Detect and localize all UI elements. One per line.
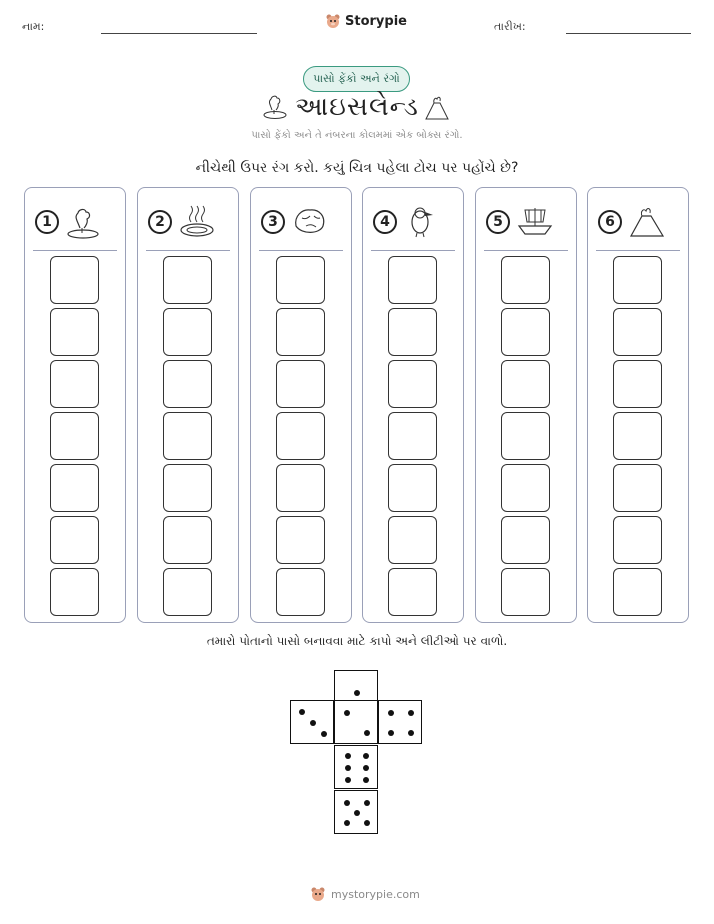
column-divider [146,250,230,251]
color-box[interactable] [501,256,550,304]
dice-face-6[interactable] [334,745,378,789]
column-header [486,204,554,240]
viking-ship-icon [516,204,554,240]
dice-pip [299,709,305,715]
column-header [598,204,666,240]
dice-pip [388,710,394,716]
volcano-icon [628,204,666,240]
dice-pip [344,800,350,806]
dice-pip [388,730,394,736]
dice-pip [354,690,360,696]
dice-pip [364,820,370,826]
date-line[interactable] [566,33,691,34]
column-header [148,204,216,240]
column-number: 1 [35,210,59,234]
footer [310,886,420,902]
question: નીચેથી ઉપર રંગ કરો. કયું ચિત્ર પહેલા ટોચ પર પહોંચે છે? [195,160,519,176]
color-box[interactable] [388,516,437,564]
dice-pip [363,765,369,771]
dice-pip [408,730,414,736]
color-box[interactable] [613,360,662,408]
color-box[interactable] [501,464,550,512]
color-box[interactable] [276,256,325,304]
column-divider [371,250,455,251]
subtitle: પાસો ફેંકો અને તે નંબરના કોલમમાં એક બોક્સ રંગો. [251,130,463,141]
color-box[interactable] [501,412,550,460]
color-box[interactable] [613,516,662,564]
color-box[interactable] [501,360,550,408]
color-box[interactable] [50,308,99,356]
color-box[interactable] [501,568,550,616]
color-box[interactable] [50,568,99,616]
lava-rock-icon [291,204,329,240]
page-title: આઇસલેન્ડ [295,92,419,122]
name-line[interactable] [101,33,257,34]
footer-url[interactable]: mystorypie.com [331,887,420,901]
name-label: નામ: [22,20,45,33]
column-number: 6 [598,210,622,234]
column-divider [259,250,343,251]
dice-pip [321,731,327,737]
column-6 [587,187,689,623]
color-box[interactable] [388,360,437,408]
dice-pip [345,765,351,771]
color-box[interactable] [501,516,550,564]
color-box[interactable] [276,308,325,356]
color-box[interactable] [163,360,212,408]
color-box[interactable] [50,360,99,408]
color-box[interactable] [613,308,662,356]
color-box[interactable] [276,412,325,460]
color-box[interactable] [163,256,212,304]
bear-icon [310,886,326,902]
dice-pip [364,800,370,806]
column-header [373,204,441,240]
color-box[interactable] [501,308,550,356]
color-box[interactable] [388,464,437,512]
color-box[interactable] [388,256,437,304]
color-box[interactable] [276,516,325,564]
dice-pip [345,777,351,783]
dice-face-3[interactable] [290,700,334,744]
color-box[interactable] [613,412,662,460]
dice-pip [408,710,414,716]
color-box[interactable] [388,308,437,356]
dice-pip [344,820,350,826]
color-box[interactable] [163,464,212,512]
column-number: 5 [486,210,510,234]
cut-instructions: તમારો પોતાનો પાસો બનાવવા માટે કાપો અને લીટીઓ પર વાળો. [206,634,508,648]
color-box[interactable] [50,464,99,512]
column-3 [250,187,352,623]
column-5 [475,187,577,623]
column-divider [596,250,680,251]
geyser-icon [65,204,103,240]
color-box[interactable] [163,308,212,356]
dice-face-2[interactable] [334,700,378,744]
hot-spring-icon [178,204,216,240]
volcano-icon [424,93,450,121]
dice-pip [364,730,370,736]
dice-pip [310,720,316,726]
date-label: તારીખ: [494,20,526,33]
color-box[interactable] [613,256,662,304]
dice-pip [344,710,350,716]
color-box[interactable] [163,412,212,460]
logo-text: Storypie [345,13,407,29]
dice-pip [345,753,351,759]
color-box[interactable] [276,568,325,616]
color-box[interactable] [276,360,325,408]
dice-pip [363,777,369,783]
column-number: 2 [148,210,172,234]
column-divider [33,250,117,251]
color-box[interactable] [388,412,437,460]
column-2 [137,187,239,623]
game-type-pill: પાસો ફેંકો અને રંગો [303,66,410,92]
color-box[interactable] [50,256,99,304]
column-divider [484,250,568,251]
dice-pip [354,810,360,816]
color-box[interactable] [163,568,212,616]
color-box[interactable] [388,568,437,616]
puffin-icon [403,204,441,240]
column-header [35,204,103,240]
column-4 [362,187,464,623]
color-box[interactable] [613,464,662,512]
column-header [261,204,329,240]
color-box[interactable] [613,568,662,616]
bear-icon [325,13,341,29]
column-number: 3 [261,210,285,234]
dice-face-5[interactable] [334,790,378,834]
color-box[interactable] [163,516,212,564]
storypie-logo [325,13,407,29]
dice-face-4[interactable] [378,700,422,744]
color-box[interactable] [276,464,325,512]
column-1 [24,187,126,623]
dice-pip [363,753,369,759]
column-number: 4 [373,210,397,234]
color-box[interactable] [50,516,99,564]
color-box[interactable] [50,412,99,460]
